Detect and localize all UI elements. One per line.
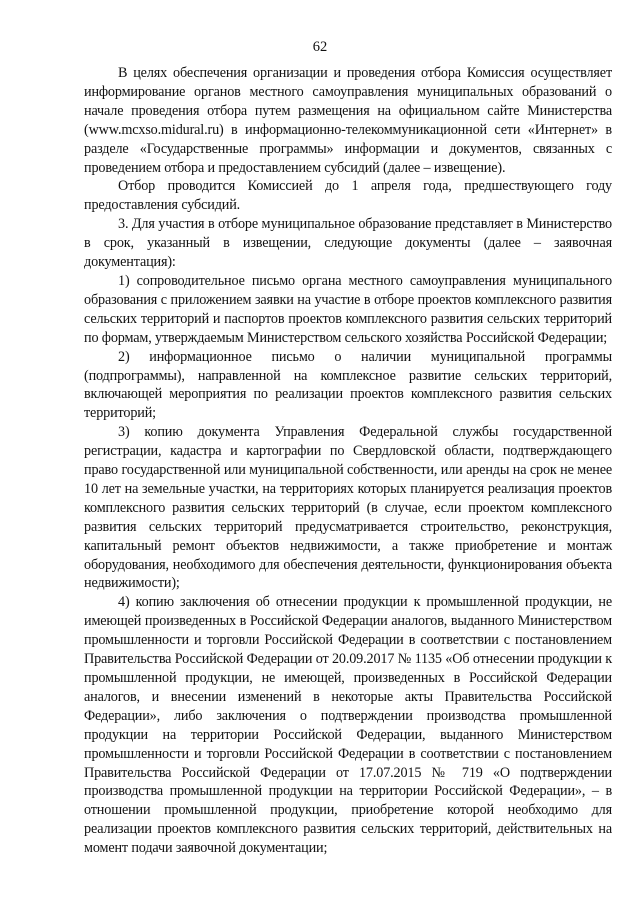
- paragraph-information-notice: В целях обеспечения организации и проведения отбора Комиссия осуществляет информирование органов местного самоуправления муниципальных образований о начале проведения отбора путем размещения на официальном сайте Министерства (www.mcxso.midural.ru) в информационно-телекоммуникационной сети «Интернет» в разделе «Государственные программы» информации и документов, связанных с проведением отбора и предоставлением субсидий (далее – извещение).: [84, 65, 612, 176]
- paragraph-item-2: 2) информационное письмо о наличии муниципальной программы (подпрограммы), направленной на комплексное развитие сельских территорий, включающей мероприятия по реализации проектов комплексного развития сельских территорий;: [84, 348, 612, 422]
- document-body: [84, 64, 612, 858]
- paragraph-item-1: 1) сопроводительное письмо органа местного самоуправления муниципального образования с приложением заявки на участие в отборе проектов комплексного развития сельских территорий и паспортов проектов комплексного развития сельских территорий по формам, утверждаемым Министерством сельского хозяйства Российской Федерации;: [84, 272, 612, 346]
- paragraph-clause-3: 3. Для участия в отборе муниципальное образование представляет в Министерство в срок, указанный в извещении, следующие документы (далее – заявочная документация):: [84, 216, 612, 271]
- page-number: 62: [312, 39, 328, 55]
- paragraph-item-4: 4) копию заключения об отнесении продукции к промышленной продукции, не имеющей произведенных в Российской Федерации аналогов, выданного Министерством промышленности и торговли Российской Федерации в соответствии с постановлением Правительства Российской Федерации от 20.09.2017 № 1135 «Об отнесении продукции к промышленной продукции, не имеющей, произведенных в Российской Федерации аналогов, и внесении изменений в некоторые акты Правительства Российской Федерации», либо заключения о подтверждении производства промышленной продукции на территории Российской Федерации, выданного Министерством промышленности и торговли Российской Федерации в соответствии с постановлением Правительства Российской Федерации от 17.07.2015 № 719 «О подтверждении производства промышленной продукции на территории Российской Федерации», – в отношении промышленной продукции, приобретение которой необходимо для реализации проектов комплексного развития сельских территорий, действительных на момент подачи заявочной документации;: [84, 594, 612, 857]
- paragraph-selection-deadline: Отбор проводится Комиссией до 1 апреля года, предшествующего году предоставления субсидий.: [84, 178, 612, 214]
- paragraph-item-3: 3) копию документа Управления Федеральной службы государственной регистрации, кадастра и картографии по Свердловской области, подтверждающего право государственной или муниципальной собственности, или аренды на срок не менее 10 лет на земельные участки, на территориях которых планируется реализация проектов комплексного развития сельских территорий (в случае, если проектом комплексного развития сельских территорий предусматривается строительство, реконструкция, капитальный ремонт объектов недвижимости, а также приобретение и монтаж оборудования, необходимого для обеспечения деятельности, функционирования объекта недвижимости);: [84, 424, 612, 592]
